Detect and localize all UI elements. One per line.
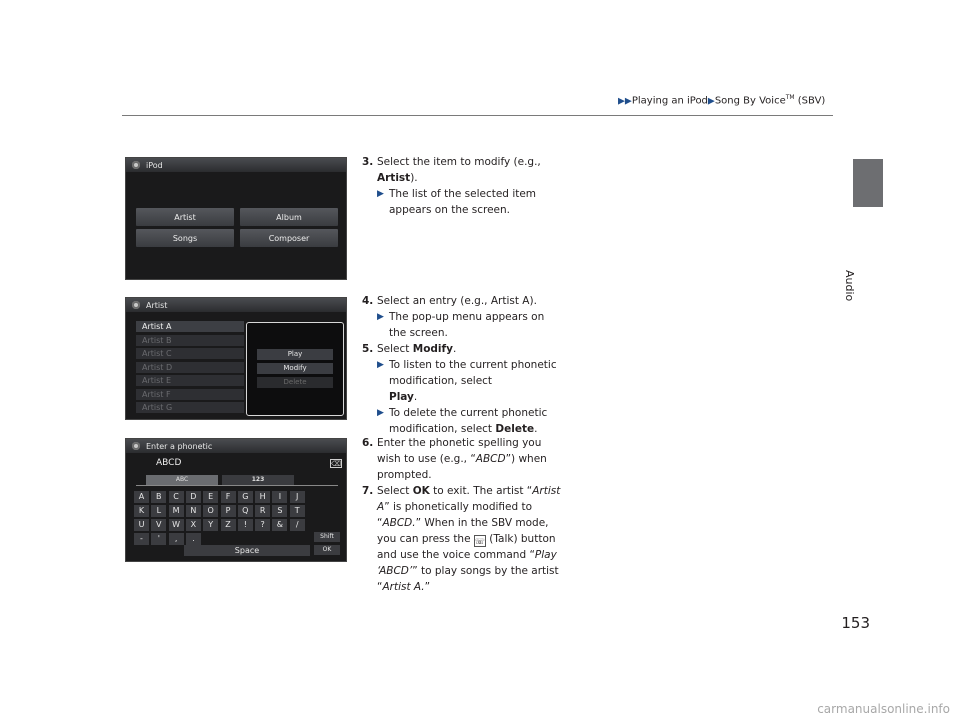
step-text: Enter the phonetic spelling you wish to use (e.g., “ bbox=[377, 437, 542, 465]
header-rule bbox=[122, 115, 833, 116]
keyboard-key[interactable]: L bbox=[151, 505, 166, 517]
artist-list-screen bbox=[125, 297, 347, 420]
step-text: Select an entry (e.g., Artist A). bbox=[377, 295, 537, 307]
tab-123[interactable]: 123 bbox=[222, 475, 294, 485]
songs-button[interactable]: Songs bbox=[136, 229, 234, 247]
header-part1: Playing an iPod bbox=[631, 95, 708, 107]
triangle-right-icon: ▶ bbox=[377, 312, 384, 322]
screen-title: Enter a phonetic bbox=[146, 441, 213, 451]
menu-grid bbox=[136, 208, 338, 247]
phonetic-entry-screen bbox=[125, 438, 347, 562]
gear-icon bbox=[132, 442, 140, 450]
step-number: 6. bbox=[362, 437, 374, 449]
step-subtext: . bbox=[534, 423, 538, 435]
step-italic: Artist A. bbox=[382, 581, 425, 593]
list-item[interactable]: Artist D bbox=[136, 362, 244, 373]
step-bold: Artist bbox=[377, 172, 411, 184]
step-text: . bbox=[452, 343, 457, 355]
step-4 bbox=[362, 293, 562, 341]
header-part2: Song By Voice bbox=[714, 95, 786, 107]
keyboard-key[interactable]: X bbox=[186, 519, 201, 531]
artist-button[interactable]: Artist bbox=[136, 208, 234, 226]
list-item[interactable]: Artist G bbox=[136, 402, 244, 413]
chapter-tab bbox=[853, 159, 883, 207]
ok-button[interactable]: OK bbox=[314, 545, 340, 555]
step-number: 4. bbox=[362, 295, 374, 307]
keyboard-key[interactable]: F bbox=[221, 491, 236, 503]
keyboard-key[interactable]: J bbox=[290, 491, 305, 503]
step-text: ”) when prompted. bbox=[377, 453, 547, 481]
header-tm: TM bbox=[785, 94, 795, 101]
step-number: 7. bbox=[362, 485, 374, 497]
step-text: Select the item to modify (e.g., bbox=[377, 156, 541, 168]
keyboard-key[interactable]: M bbox=[169, 505, 184, 517]
keyboard-key[interactable]: E bbox=[203, 491, 218, 503]
keyboard-key[interactable]: , bbox=[169, 533, 184, 545]
backspace-icon[interactable]: ⌫ bbox=[331, 460, 341, 468]
step-text: ” to play songs by the artist “ bbox=[377, 565, 559, 593]
list-item[interactable]: Artist B bbox=[136, 335, 244, 346]
step-italic: ABCD. bbox=[382, 517, 416, 529]
play-button[interactable]: Play bbox=[257, 349, 333, 360]
keyboard-key[interactable]: Y bbox=[203, 519, 218, 531]
keyboard-key[interactable]: / bbox=[290, 519, 305, 531]
step-bold: Play bbox=[389, 391, 414, 403]
step-number: 3. bbox=[362, 156, 374, 168]
keyboard-key[interactable]: - bbox=[134, 533, 149, 545]
keyboard-key[interactable]: ! bbox=[238, 519, 253, 531]
keyboard-key[interactable]: W bbox=[169, 519, 184, 531]
watermark: carmanualsonline.info bbox=[817, 702, 950, 716]
tab-abc[interactable]: ABC bbox=[146, 475, 218, 485]
step-bold: Modify bbox=[412, 343, 453, 355]
keyboard-key[interactable]: V bbox=[151, 519, 166, 531]
keyboard-key[interactable]: Q bbox=[238, 505, 253, 517]
screen-titlebar bbox=[126, 439, 346, 453]
step-bold: Delete bbox=[495, 423, 535, 435]
keyboard-key[interactable]: K bbox=[134, 505, 149, 517]
step-text: ” bbox=[424, 581, 431, 593]
keyboard-key[interactable]: N bbox=[186, 505, 201, 517]
gear-icon bbox=[132, 301, 140, 309]
triangle-right-icon: ▶ bbox=[377, 360, 384, 370]
step-text: (Talk) button and use the voice command “ bbox=[377, 533, 556, 561]
keyboard-key[interactable]: ? bbox=[255, 519, 270, 531]
keyboard-key[interactable]: I bbox=[272, 491, 287, 503]
modify-button[interactable]: Modify bbox=[257, 363, 333, 374]
screen-title: iPod bbox=[146, 160, 163, 170]
list-item[interactable]: Artist C bbox=[136, 348, 244, 359]
popup-menu bbox=[246, 322, 344, 416]
space-button[interactable]: Space bbox=[184, 545, 310, 556]
step-text: ” is phonetically modified to “ bbox=[377, 501, 533, 529]
step-italic: ABCD bbox=[475, 453, 506, 465]
step-subtext: To listen to the current phonetic modification, select bbox=[389, 359, 557, 387]
shift-button[interactable]: Shift bbox=[314, 532, 340, 542]
keyboard-key[interactable]: C bbox=[169, 491, 184, 503]
step-6 bbox=[362, 435, 562, 483]
delete-button[interactable]: Delete bbox=[257, 377, 333, 388]
keyboard-key[interactable]: . bbox=[186, 533, 201, 545]
step-5 bbox=[362, 341, 562, 437]
step-italic: Artist A bbox=[377, 485, 561, 513]
gear-icon bbox=[132, 161, 140, 169]
chapter-label: Audio bbox=[843, 270, 856, 302]
list-item[interactable]: Artist F bbox=[136, 389, 244, 400]
step-subtext: . bbox=[413, 391, 418, 403]
keyboard-key[interactable]: S bbox=[272, 505, 287, 517]
step-text: ). bbox=[410, 172, 418, 184]
screen-title: Artist bbox=[146, 300, 168, 310]
keyboard-key[interactable]: H bbox=[255, 491, 270, 503]
step-text: Select bbox=[377, 343, 410, 355]
step-text: Select bbox=[377, 485, 410, 497]
page-number: 153 bbox=[841, 614, 870, 632]
header-part3: (SBV) bbox=[797, 95, 826, 107]
keyboard-key[interactable]: ' bbox=[151, 533, 166, 545]
keyboard-key[interactable]: O bbox=[203, 505, 218, 517]
list-item[interactable]: Artist E bbox=[136, 375, 244, 386]
composer-button[interactable]: Composer bbox=[240, 229, 338, 247]
ipod-menu-screen bbox=[125, 157, 347, 280]
keyboard-key[interactable]: B bbox=[151, 491, 166, 503]
keyboard-key[interactable]: A bbox=[134, 491, 149, 503]
triangle-right-icon: ▶ bbox=[707, 96, 715, 107]
step-text: to exit. The artist “ bbox=[433, 485, 533, 497]
triangle-right-icon: ▶ bbox=[377, 189, 384, 199]
keyboard-key[interactable]: Z bbox=[221, 519, 236, 531]
album-button[interactable]: Album bbox=[240, 208, 338, 226]
step-number: 5. bbox=[362, 343, 374, 355]
keyboard-key[interactable]: U bbox=[134, 519, 149, 531]
step-subtext: The list of the selected item appears on the screen. bbox=[389, 188, 537, 216]
keyboard-key[interactable]: R bbox=[255, 505, 270, 517]
triangle-right-icon: ▶ bbox=[377, 408, 384, 418]
step-7 bbox=[362, 483, 562, 595]
step-italic: Play ‘ABCD’ bbox=[377, 549, 557, 577]
keyboard-key[interactable]: D bbox=[186, 491, 201, 503]
list-item[interactable]: Artist A bbox=[136, 321, 244, 332]
keyboard-key[interactable]: P bbox=[221, 505, 236, 517]
step-3 bbox=[362, 154, 562, 218]
screen-titlebar bbox=[126, 298, 346, 312]
step-subtext: The pop-up menu appears on the screen. bbox=[389, 311, 545, 339]
keyboard-key[interactable]: G bbox=[238, 491, 253, 503]
step-subtext: To delete the current phonetic modification, select bbox=[389, 407, 548, 435]
triangle-right-icon: ▶▶ bbox=[618, 96, 632, 107]
step-bold: OK bbox=[412, 485, 430, 497]
step-text: ” When in the SBV mode, you can press the bbox=[377, 517, 549, 545]
talk-icon: ☏ bbox=[474, 537, 485, 546]
running-header bbox=[618, 94, 825, 106]
screen-titlebar bbox=[126, 158, 346, 172]
phonetic-input[interactable]: ABCD bbox=[156, 458, 182, 468]
keyboard-divider bbox=[136, 485, 338, 486]
keyboard-key[interactable]: & bbox=[272, 519, 287, 531]
keyboard-key[interactable]: T bbox=[290, 505, 305, 517]
